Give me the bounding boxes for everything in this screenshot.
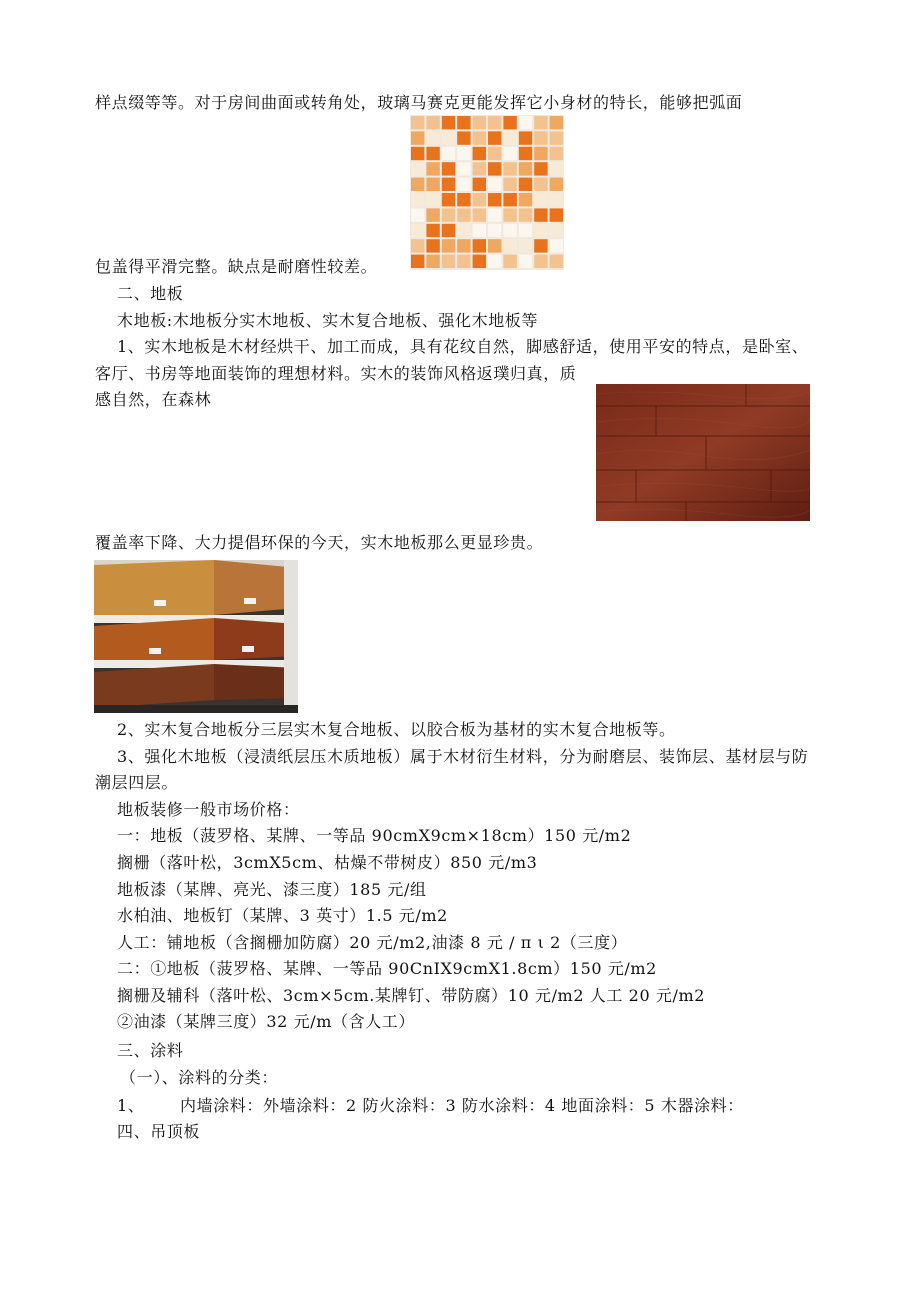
mosaic-tile [488,147,501,160]
mosaic-tile [457,131,470,144]
mosaic-tile [519,178,532,191]
text-line: 包盖得平滑完整。缺点是耐磨性较差。 [95,257,378,276]
mosaic-tile [503,193,516,206]
mosaic-tile [411,131,424,144]
text-line: 1、实木地板是木材经烘干、加工而成，具有花纹自然，脚感舒适，使用平安的特点，是卧室、 [117,337,809,356]
mosaic-tile [411,239,424,252]
mosaic-tile [473,116,486,129]
mosaic-tile [519,208,532,221]
mosaic-tile [411,193,424,206]
mosaic-tile [519,116,532,129]
mosaic-tile [550,147,563,160]
mosaic-tile [411,116,424,129]
mosaic-tile [550,162,563,175]
mosaic-tile [473,193,486,206]
mosaic-tile [457,255,470,268]
mosaic-tile [426,131,439,144]
mosaic-tile [534,131,547,144]
mosaic-tile [488,178,501,191]
mosaic-tile [442,193,455,206]
list-number: 1、 [117,1096,145,1115]
mosaic-tile [426,178,439,191]
price-line: 一：地板（菠罗格、某牌、一等品 90cmX9cm×18cm）150 元/m2 [117,826,632,845]
mosaic-tile [473,131,486,144]
mosaic-tile [550,131,563,144]
mosaic-tile [534,255,547,268]
mosaic-tile [534,116,547,129]
mosaic-tile [519,255,532,268]
mosaic-tile [426,116,439,129]
mosaic-tile [457,116,470,129]
mosaic-tile [488,208,501,221]
mosaic-tile [411,178,424,191]
mosaic-tile [473,178,486,191]
mosaic-tile [442,178,455,191]
mosaic-tile [473,255,486,268]
mosaic-tile [534,208,547,221]
mosaic-tile [534,147,547,160]
text-line: 覆盖率下降、大力提倡环保的今天，实木地板那么更显珍贵。 [95,533,544,552]
section-heading: 三、涂料 [117,1041,184,1060]
text-line: 客厅、书房等地面装饰的理想材料。实木的装饰风格返璞归真，质 [95,364,577,383]
mosaic-tile [442,224,455,237]
price-line: 水柏油、地板钉（某牌、3 英寸）1.5 元/m2 [117,906,448,925]
mosaic-tile [503,131,516,144]
mosaic-tile [503,162,516,175]
mosaic-tile [534,224,547,237]
mosaic-tile [426,147,439,160]
mosaic-tile [488,193,501,206]
price-line: 二：①地板（菠罗格、某牌、一等品 90CnIX9cmX1.8cm）150 元/m2 [117,959,657,978]
mosaic-tile [488,224,501,237]
mosaic-tile [457,193,470,206]
mosaic-tile [503,224,516,237]
mosaic-tile [457,147,470,160]
mosaic-tile [488,162,501,175]
mosaic-tile [442,116,455,129]
mosaic-tile [519,147,532,160]
section-heading: 四、吊顶板 [117,1122,201,1141]
section-heading: 二、地板 [117,284,184,303]
mosaic-tile [426,162,439,175]
floor-display-shelf-image [94,560,298,713]
mosaic-tile [550,224,563,237]
text-line: 木地板:木地板分实木地板、实木复合地板、强化木地板等 [117,311,538,330]
mosaic-tile [488,239,501,252]
mosaic-tile [411,255,424,268]
price-line: 地板漆（某牌、亮光、漆三度）185 元/组 [117,880,427,899]
mosaic-tile [457,239,470,252]
mosaic-tile [457,224,470,237]
mosaic-tile [426,224,439,237]
price-line: 人工：铺地板（含搁栅加防腐）20 元/m2,油漆 8 元 / π ι 2（三度） [117,933,628,952]
mosaic-tile [457,162,470,175]
mosaic-tile [442,239,455,252]
mosaic-tile [550,193,563,206]
mosaic-tile [473,147,486,160]
mosaic-tile [488,255,501,268]
text-line: 2、实木复合地板分三层实木复合地板、以胶合板为基材的实木复合地板等。 [117,720,676,739]
mosaic-tile [519,193,532,206]
mosaic-tile [534,178,547,191]
mosaic-tile [411,224,424,237]
mosaic-tile [503,239,516,252]
glass-mosaic-image [410,115,564,270]
solid-wood-floor-image [596,384,810,521]
mosaic-tile [503,178,516,191]
mosaic-tile [550,208,563,221]
text-line: 感自然，在森林 [95,390,212,409]
mosaic-tile [442,147,455,160]
mosaic-tile [442,162,455,175]
price-line: 搁栅（落叶松，3cmX5cm、枯燥不带树皮）850 元/m3 [117,853,538,872]
mosaic-tile [550,255,563,268]
mosaic-tile [473,224,486,237]
mosaic-tile [442,208,455,221]
mosaic-tile [534,239,547,252]
mosaic-tile [411,208,424,221]
mosaic-tile [550,239,563,252]
mosaic-tile [457,208,470,221]
mosaic-tile [503,255,516,268]
price-line: 搁栅及辅科（落叶松、3cm×5cm.某牌钉、带防腐）10 元/m2 人工 20 元/m2 [117,986,706,1005]
mosaic-tile [426,193,439,206]
text-line: 内墙涂料：外墙涂料：2 防火涂料：3 防水涂料：4 地面涂料：5 木器涂料： [180,1096,744,1115]
text-line: 3、强化木地板（浸渍纸层压木质地板）属于木材衍生材料，分为耐磨层、装饰层、基材层与防 [117,747,809,766]
mosaic-tile [503,116,516,129]
mosaic-tile [473,162,486,175]
price-line: ②油漆（某牌三度）32 元/m（含人工） [117,1012,416,1031]
text-line: 样点缀等等。对于房间曲面或转角处，玻璃马赛克更能发挥它小身材的特长，能够把弧面 [95,93,743,112]
mosaic-tile [519,224,532,237]
mosaic-tile [442,255,455,268]
mosaic-tile [519,131,532,144]
subsection-heading: （一）、涂料的分类： [120,1068,279,1087]
mosaic-tile [488,131,501,144]
mosaic-tile [534,162,547,175]
mosaic-tile [411,162,424,175]
mosaic-tile [426,239,439,252]
mosaic-tile [550,116,563,129]
mosaic-tile [473,208,486,221]
mosaic-tile [503,208,516,221]
mosaic-tile [534,193,547,206]
mosaic-tile [488,116,501,129]
mosaic-tile [503,147,516,160]
mosaic-tile [519,239,532,252]
mosaic-tile [426,208,439,221]
mosaic-tile [473,239,486,252]
mosaic-tile [411,147,424,160]
text-line: 潮层四层。 [95,773,179,792]
mosaic-tile [519,162,532,175]
text-line: 地板装修一般市场价格： [117,800,300,819]
mosaic-tile [457,178,470,191]
mosaic-tile [426,255,439,268]
mosaic-tile [550,178,563,191]
mosaic-tile [442,131,455,144]
